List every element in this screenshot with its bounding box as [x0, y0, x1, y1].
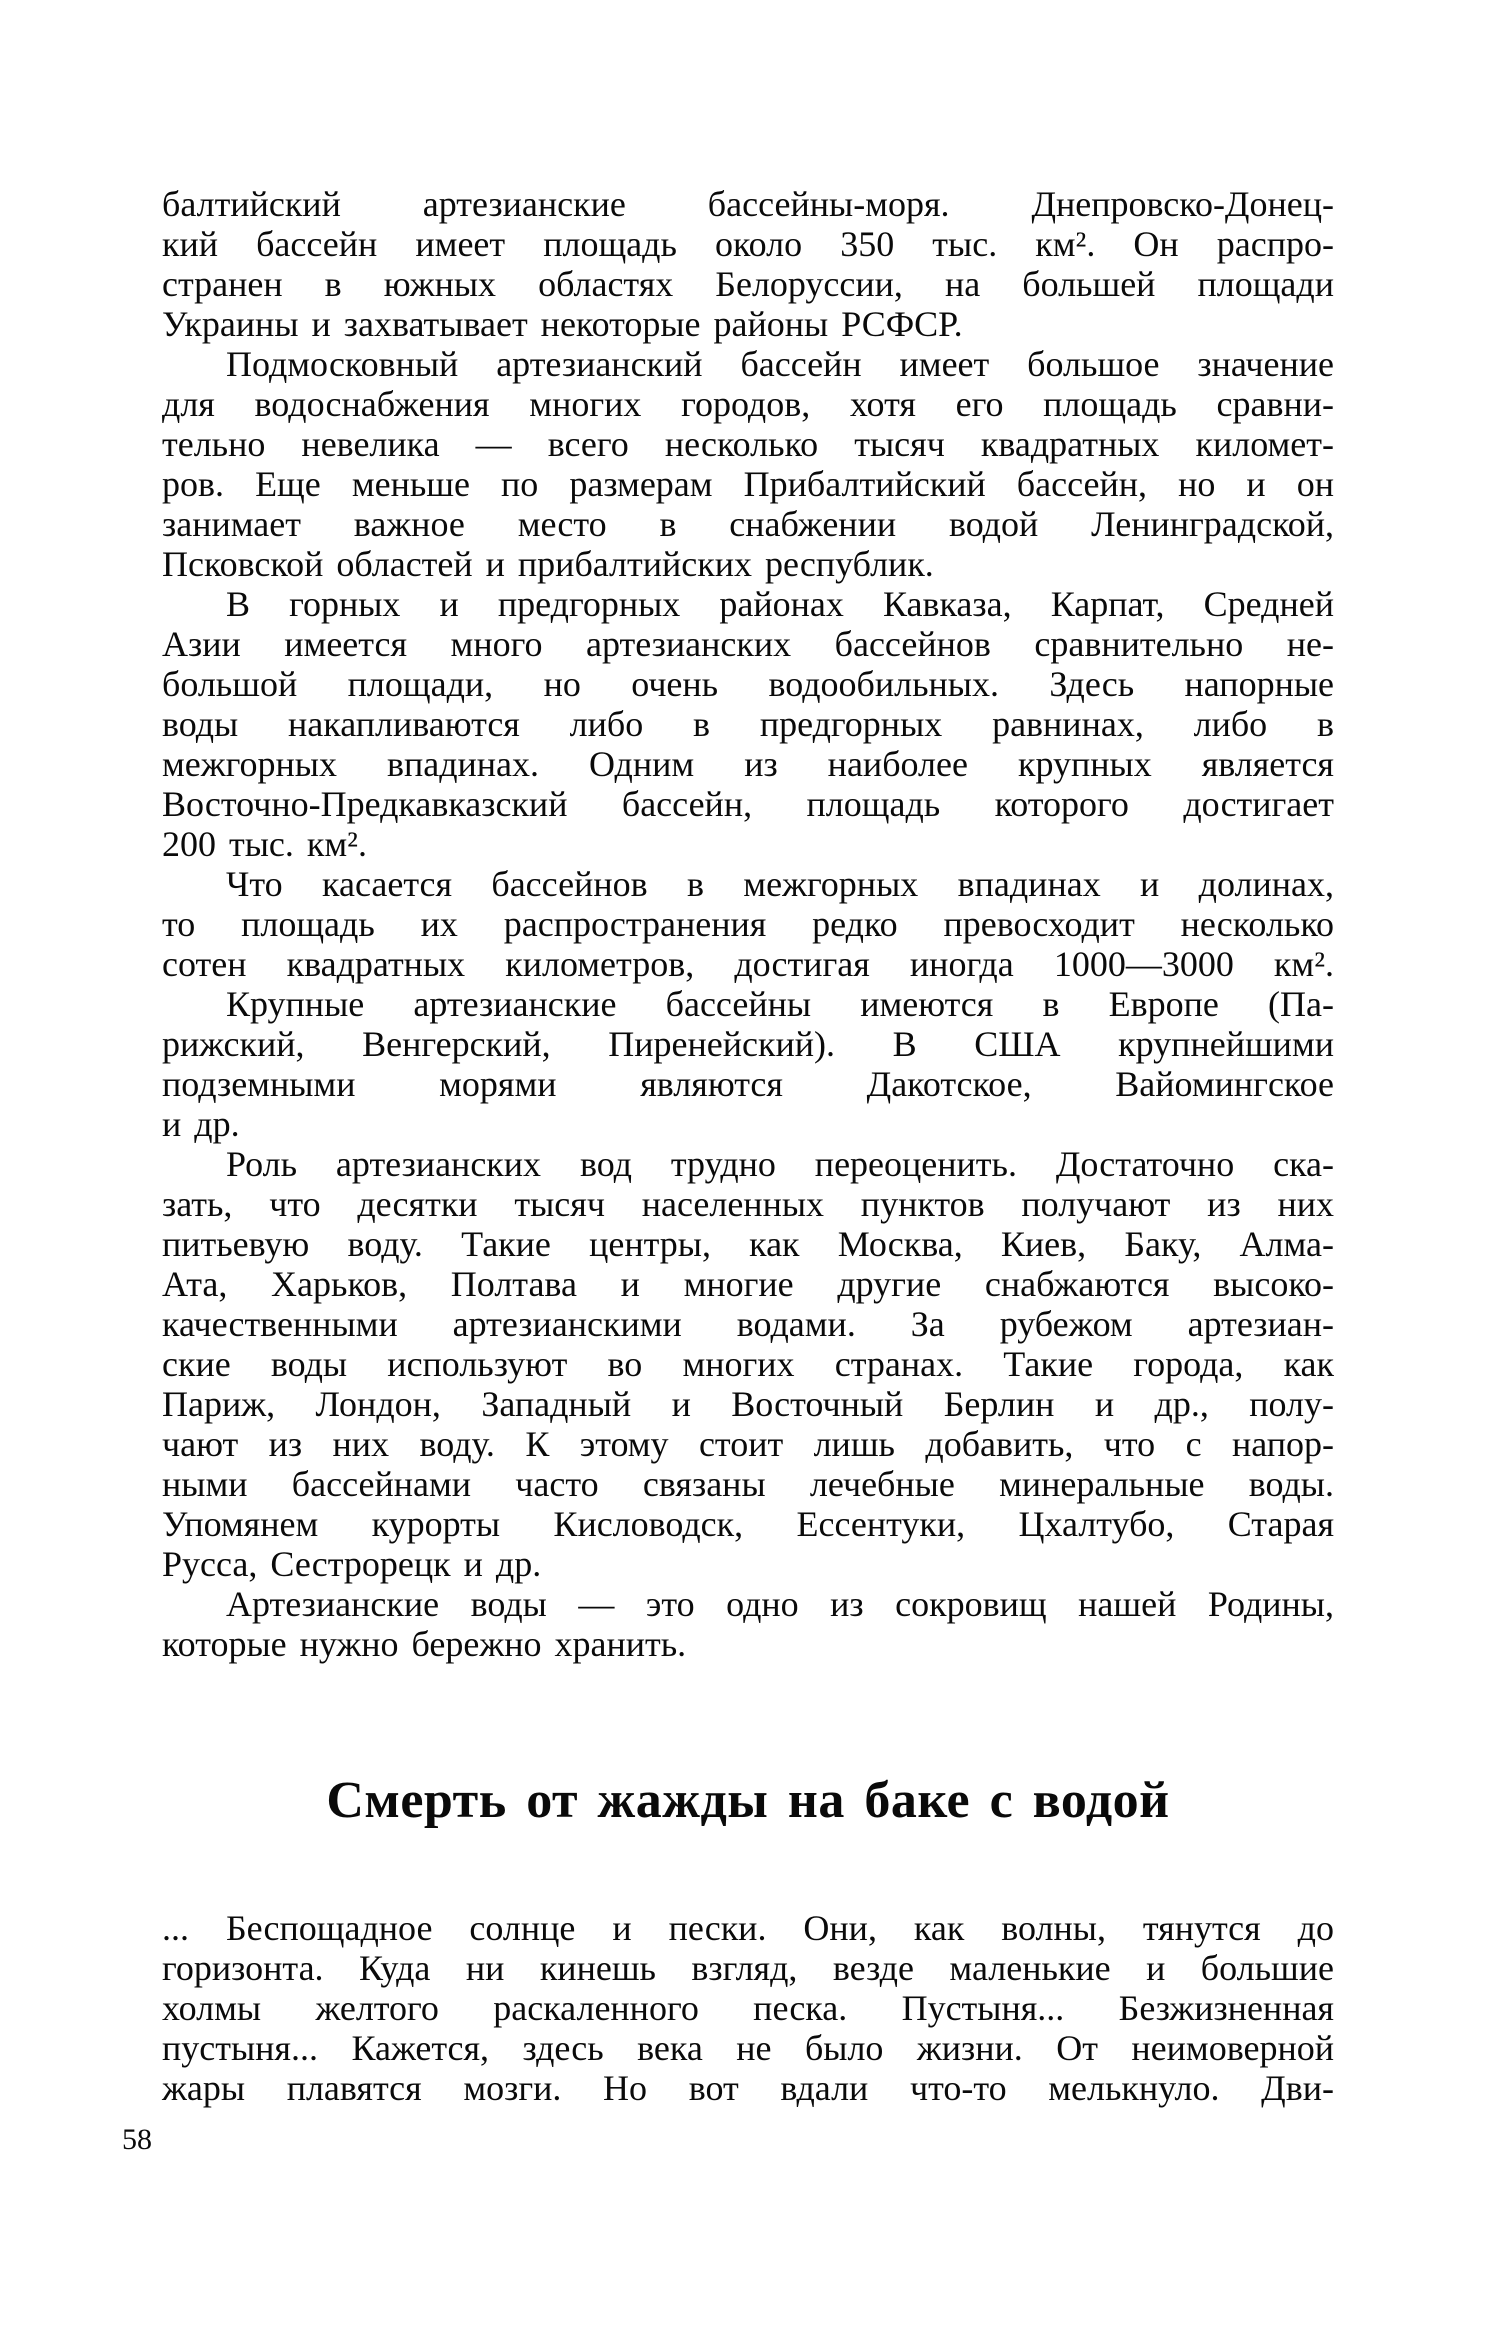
text-line: ными бассейнами часто связаны лечебные минеральные воды.	[162, 1464, 1334, 1504]
text-line: кий бассейн имеет площадь около 350 тыс. км². Он распро-	[162, 224, 1334, 264]
text-line: жары плавятся мозги. Но вот вдали что-то мелькнуло. Дви-	[162, 2068, 1334, 2108]
text-line: тельно невелика — всего несколько тысяч квадратных километ-	[162, 424, 1334, 464]
text-line: и др.	[162, 1104, 240, 1144]
page-number: 58	[122, 2123, 152, 2156]
text-line: питьевую воду. Такие центры, как Москва, Киев, Баку, Алма-	[162, 1224, 1334, 1264]
text-line: Что касается бассейнов в межгорных впадинах и долинах,	[226, 864, 1334, 904]
text-line: зать, что десятки тысяч населенных пунктов получают из них	[162, 1184, 1334, 1224]
text-line: Подмосковный артезианский бассейн имеет большое значение	[226, 344, 1334, 384]
text-line: качественными артезианскими водами. За рубежом артезиан-	[162, 1304, 1334, 1344]
text-line: холмы желтого раскаленного песка. Пустыня... Безжизненная	[162, 1988, 1334, 2028]
text-line: занимает важное место в снабжении водой Ленинградской,	[162, 504, 1334, 544]
text-line: Восточно-Предкавказский бассейн, площадь которого достигает	[162, 784, 1334, 824]
text-line: Артезианские воды — это одно из сокровищ нашей Родины,	[226, 1584, 1334, 1624]
text-line: Упомянем курорты Кисловодск, Ессентуки, Цхалтубо, Старая	[162, 1504, 1334, 1544]
text-line: для водоснабжения многих городов, хотя его площадь сравни-	[162, 384, 1334, 424]
text-line: ров. Еще меньше по размерам Прибалтийский бассейн, но и он	[162, 464, 1334, 504]
text-line: ские воды используют во многих странах. Такие города, как	[162, 1344, 1334, 1384]
text-line: рижский, Венгерский, Пиренейский). В США крупнейшими	[162, 1024, 1334, 1064]
text-line: то площадь их распространения редко превосходит несколько	[162, 904, 1334, 944]
text-line: Ата, Харьков, Полтава и многие другие снабжаются высоко-	[162, 1264, 1334, 1304]
text-line: Псковской областей и прибалтийских республик.	[162, 544, 934, 584]
article-body	[162, 184, 1334, 1664]
text-line: чают из них воду. К этому стоит лишь добавить, что с напор-	[162, 1424, 1334, 1464]
text-line: пустыня... Кажется, здесь века не было жизни. От неимоверной	[162, 2028, 1334, 2068]
text-line: Роль артезианских вод трудно переоценить. Достаточно ска-	[226, 1144, 1334, 1184]
text-line: Украины и захватывает некоторые районы РСФСР.	[162, 304, 963, 344]
section-body	[162, 1908, 1334, 2108]
text-line: странен в южных областях Белоруссии, на большей площади	[162, 264, 1334, 304]
text-line: Азии имеется много артезианских бассейнов сравнительно не-	[162, 624, 1334, 664]
text-line: 200 тыс. км².	[162, 824, 367, 864]
text-line: Русса, Сестрорецк и др.	[162, 1544, 542, 1584]
section-title: Смерть от жажды на баке с водой	[326, 1772, 1170, 1829]
text-line: подземными морями являются Дакотское, Вайомингское	[162, 1064, 1334, 1104]
text-line: которые нужно бережно хранить.	[162, 1624, 687, 1664]
text-line: сотен квадратных километров, достигая иногда 1000—3000 км².	[162, 944, 1334, 984]
text-line: большой площади, но очень водообильных. Здесь напорные	[162, 664, 1334, 704]
text-line: ... Беспощадное солнце и пески. Они, как волны, тянутся до	[162, 1908, 1334, 1948]
text-line: Париж, Лондон, Западный и Восточный Берлин и др., полу-	[162, 1384, 1334, 1424]
text-line: воды накапливаются либо в предгорных равнинах, либо в	[162, 704, 1334, 744]
text-line: Крупные артезианские бассейны имеются в Европе (Па-	[226, 984, 1334, 1024]
text-line: В горных и предгорных районах Кавказа, Карпат, Средней	[226, 584, 1334, 624]
text-line: горизонта. Куда ни кинешь взгляд, везде маленькие и большие	[162, 1948, 1334, 1988]
text-line: балтийский артезианские бассейны-моря. Днепровско-Донец-	[162, 184, 1334, 224]
text-line: межгорных впадинах. Одним из наиболее крупных является	[162, 744, 1334, 784]
